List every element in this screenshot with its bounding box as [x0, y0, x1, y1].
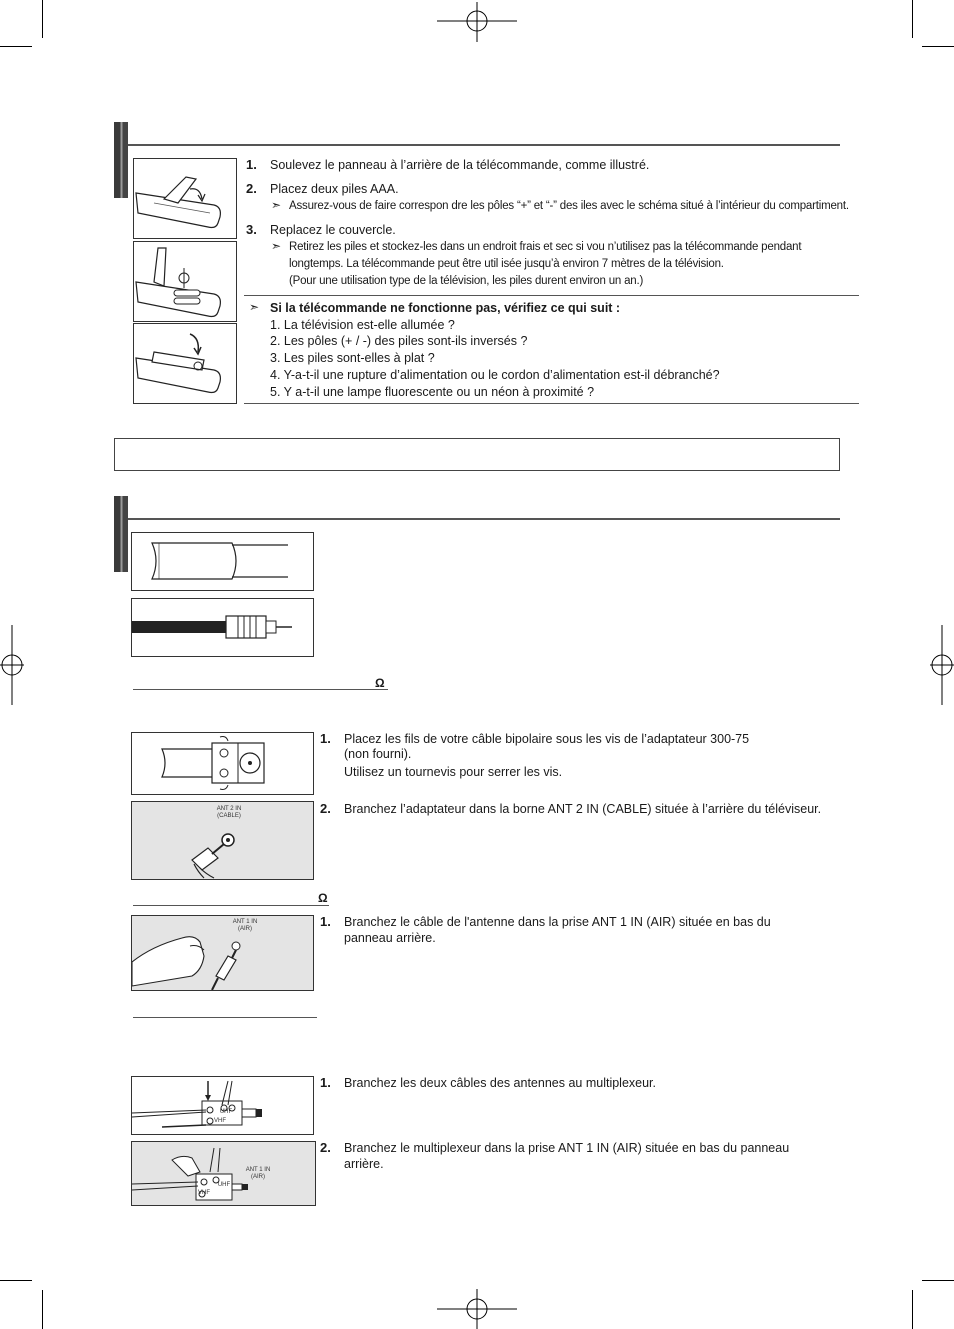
coaxial-cable-figure: [131, 598, 314, 657]
step-text-line: arrière.: [344, 1157, 384, 1171]
ant2-in-cable-figure: [131, 801, 314, 880]
note-arrow-icon: ➣: [249, 300, 260, 314]
check-top-rule: [244, 295, 859, 296]
check-item: 4. Y-a-t-il une rupture d’alimentation ou le cordon d’alimentation est-il débranché?: [270, 368, 720, 382]
port-label: UHF: [217, 1182, 231, 1188]
step-number: 2.: [320, 1140, 331, 1155]
subsection-rule: [133, 905, 329, 906]
step-text: Placez deux piles AAA.: [270, 182, 399, 196]
step-number: 1.: [320, 914, 331, 929]
crop-mark: [0, 1280, 32, 1281]
step-note-line: Retirez les piles et stockez-les dans un endroit frais et sec si vou n’utilisez pas la télécommande pendant: [289, 241, 802, 253]
crop-mark: [42, 0, 43, 38]
section-header-rule: [128, 518, 840, 520]
step-number: 2.: [320, 801, 331, 816]
step-text-extra: Utilisez un tournevis pour serrer les vis.: [344, 765, 563, 779]
port-label: (CABLE): [217, 813, 241, 819]
ant1-in-air-hand-figure: [131, 915, 314, 991]
step-text: Branchez les deux câbles des antennes au multiplexeur.: [344, 1076, 656, 1090]
crop-mark: [0, 46, 32, 47]
registration-mark-icon: [437, 1289, 517, 1329]
registration-mark-icon: [0, 625, 24, 705]
port-label: ANT 1 IN: [245, 1167, 271, 1173]
subsection-rule: [133, 1017, 317, 1018]
flat-twin-lead-figure: [131, 532, 314, 591]
port-label: (AIR): [251, 1174, 265, 1180]
adapter-screws-figure: [131, 732, 314, 795]
step-note-line: (Pour une utilisation type de la télévision, les piles durent environ un an.): [289, 275, 644, 287]
step-text: Branchez l’adaptateur dans la borne ANT 2 IN (CABLE) située à l’arrière du téléviseur.: [344, 802, 822, 816]
check-item: 1. La télévision est-elle allumée ?: [270, 318, 455, 332]
step-number: 1.: [320, 731, 331, 746]
check-title: Si la télécommande ne fonctionne pas, vérifiez ce qui suit :: [270, 301, 621, 315]
step-number: 3.: [246, 222, 257, 237]
crop-mark: [922, 46, 954, 47]
step-note-line: longtemps. La télécommande peut être util isée jusqu’à environ 7 mètres de la télévision.: [289, 258, 724, 270]
check-item: 3. Les piles sont-elles à plat ?: [270, 351, 435, 365]
step-text: Replacez le couvercle.: [270, 223, 396, 237]
registration-mark-icon: [930, 625, 954, 705]
crop-mark: [912, 0, 913, 38]
registration-mark-icon: [437, 2, 517, 42]
check-item: 5. Y a-t-il une lampe fluorescente ou un néon à proximité ?: [270, 385, 595, 399]
note-arrow-icon: ➣: [271, 198, 282, 212]
check-item: 2. Les pôles (+ / -) des piles sont-ils inversés ?: [270, 334, 528, 348]
omega-symbol: Ω: [318, 891, 328, 905]
step-text-line: Branchez le câble de l'antenne dans la prise ANT 1 IN (AIR) située en bas du: [344, 915, 771, 929]
remote-open-cover-figure: [133, 158, 237, 239]
crop-mark: [922, 1280, 954, 1281]
note-arrow-icon: ➣: [271, 239, 282, 253]
step-text-line: (non fourni).: [344, 747, 412, 761]
port-label: UHF: [219, 1109, 233, 1115]
omega-symbol: Ω: [375, 676, 385, 690]
section-marker: [114, 496, 128, 572]
port-label: VHF: [214, 1118, 226, 1124]
check-bottom-rule: [244, 403, 859, 404]
step-number: 2.: [246, 181, 257, 196]
remote-close-cover-figure: [133, 323, 237, 404]
step-note: Assurez-vous de faire correspon dre les pôles “+” et “-” des iles avec le schéma situé à l’intérieur du compartiment.: [289, 200, 849, 212]
banner-box: [114, 438, 840, 471]
subsection-rule: [133, 689, 388, 690]
step-text-line: Branchez le multiplexeur dans la prise ANT 1 IN (AIR) située en bas du panneau: [344, 1141, 790, 1155]
port-label: (AIR): [238, 926, 252, 932]
crop-mark: [42, 1290, 43, 1329]
crop-mark: [912, 1290, 913, 1329]
remote-insert-batteries-figure: [133, 241, 237, 322]
port-label: ANT 2 IN: [216, 806, 242, 812]
step-number: 1.: [320, 1075, 331, 1090]
step-text-line: panneau arrière.: [344, 931, 436, 945]
step-number: 1.: [246, 157, 257, 172]
port-label: VHF: [198, 1190, 210, 1196]
step-text-line: Placez les fils de votre câble bipolaire sous les vis de l’adaptateur 300-75: [344, 732, 750, 746]
port-label: ANT 1 IN: [232, 919, 258, 925]
combiner-ant1-figure: [131, 1141, 316, 1206]
section-header-rule: [128, 144, 840, 146]
section-marker: [114, 122, 128, 198]
combiner-figure: [131, 1076, 314, 1135]
step-text: Soulevez le panneau à l’arrière de la télécommande, comme illustré.: [270, 158, 650, 172]
